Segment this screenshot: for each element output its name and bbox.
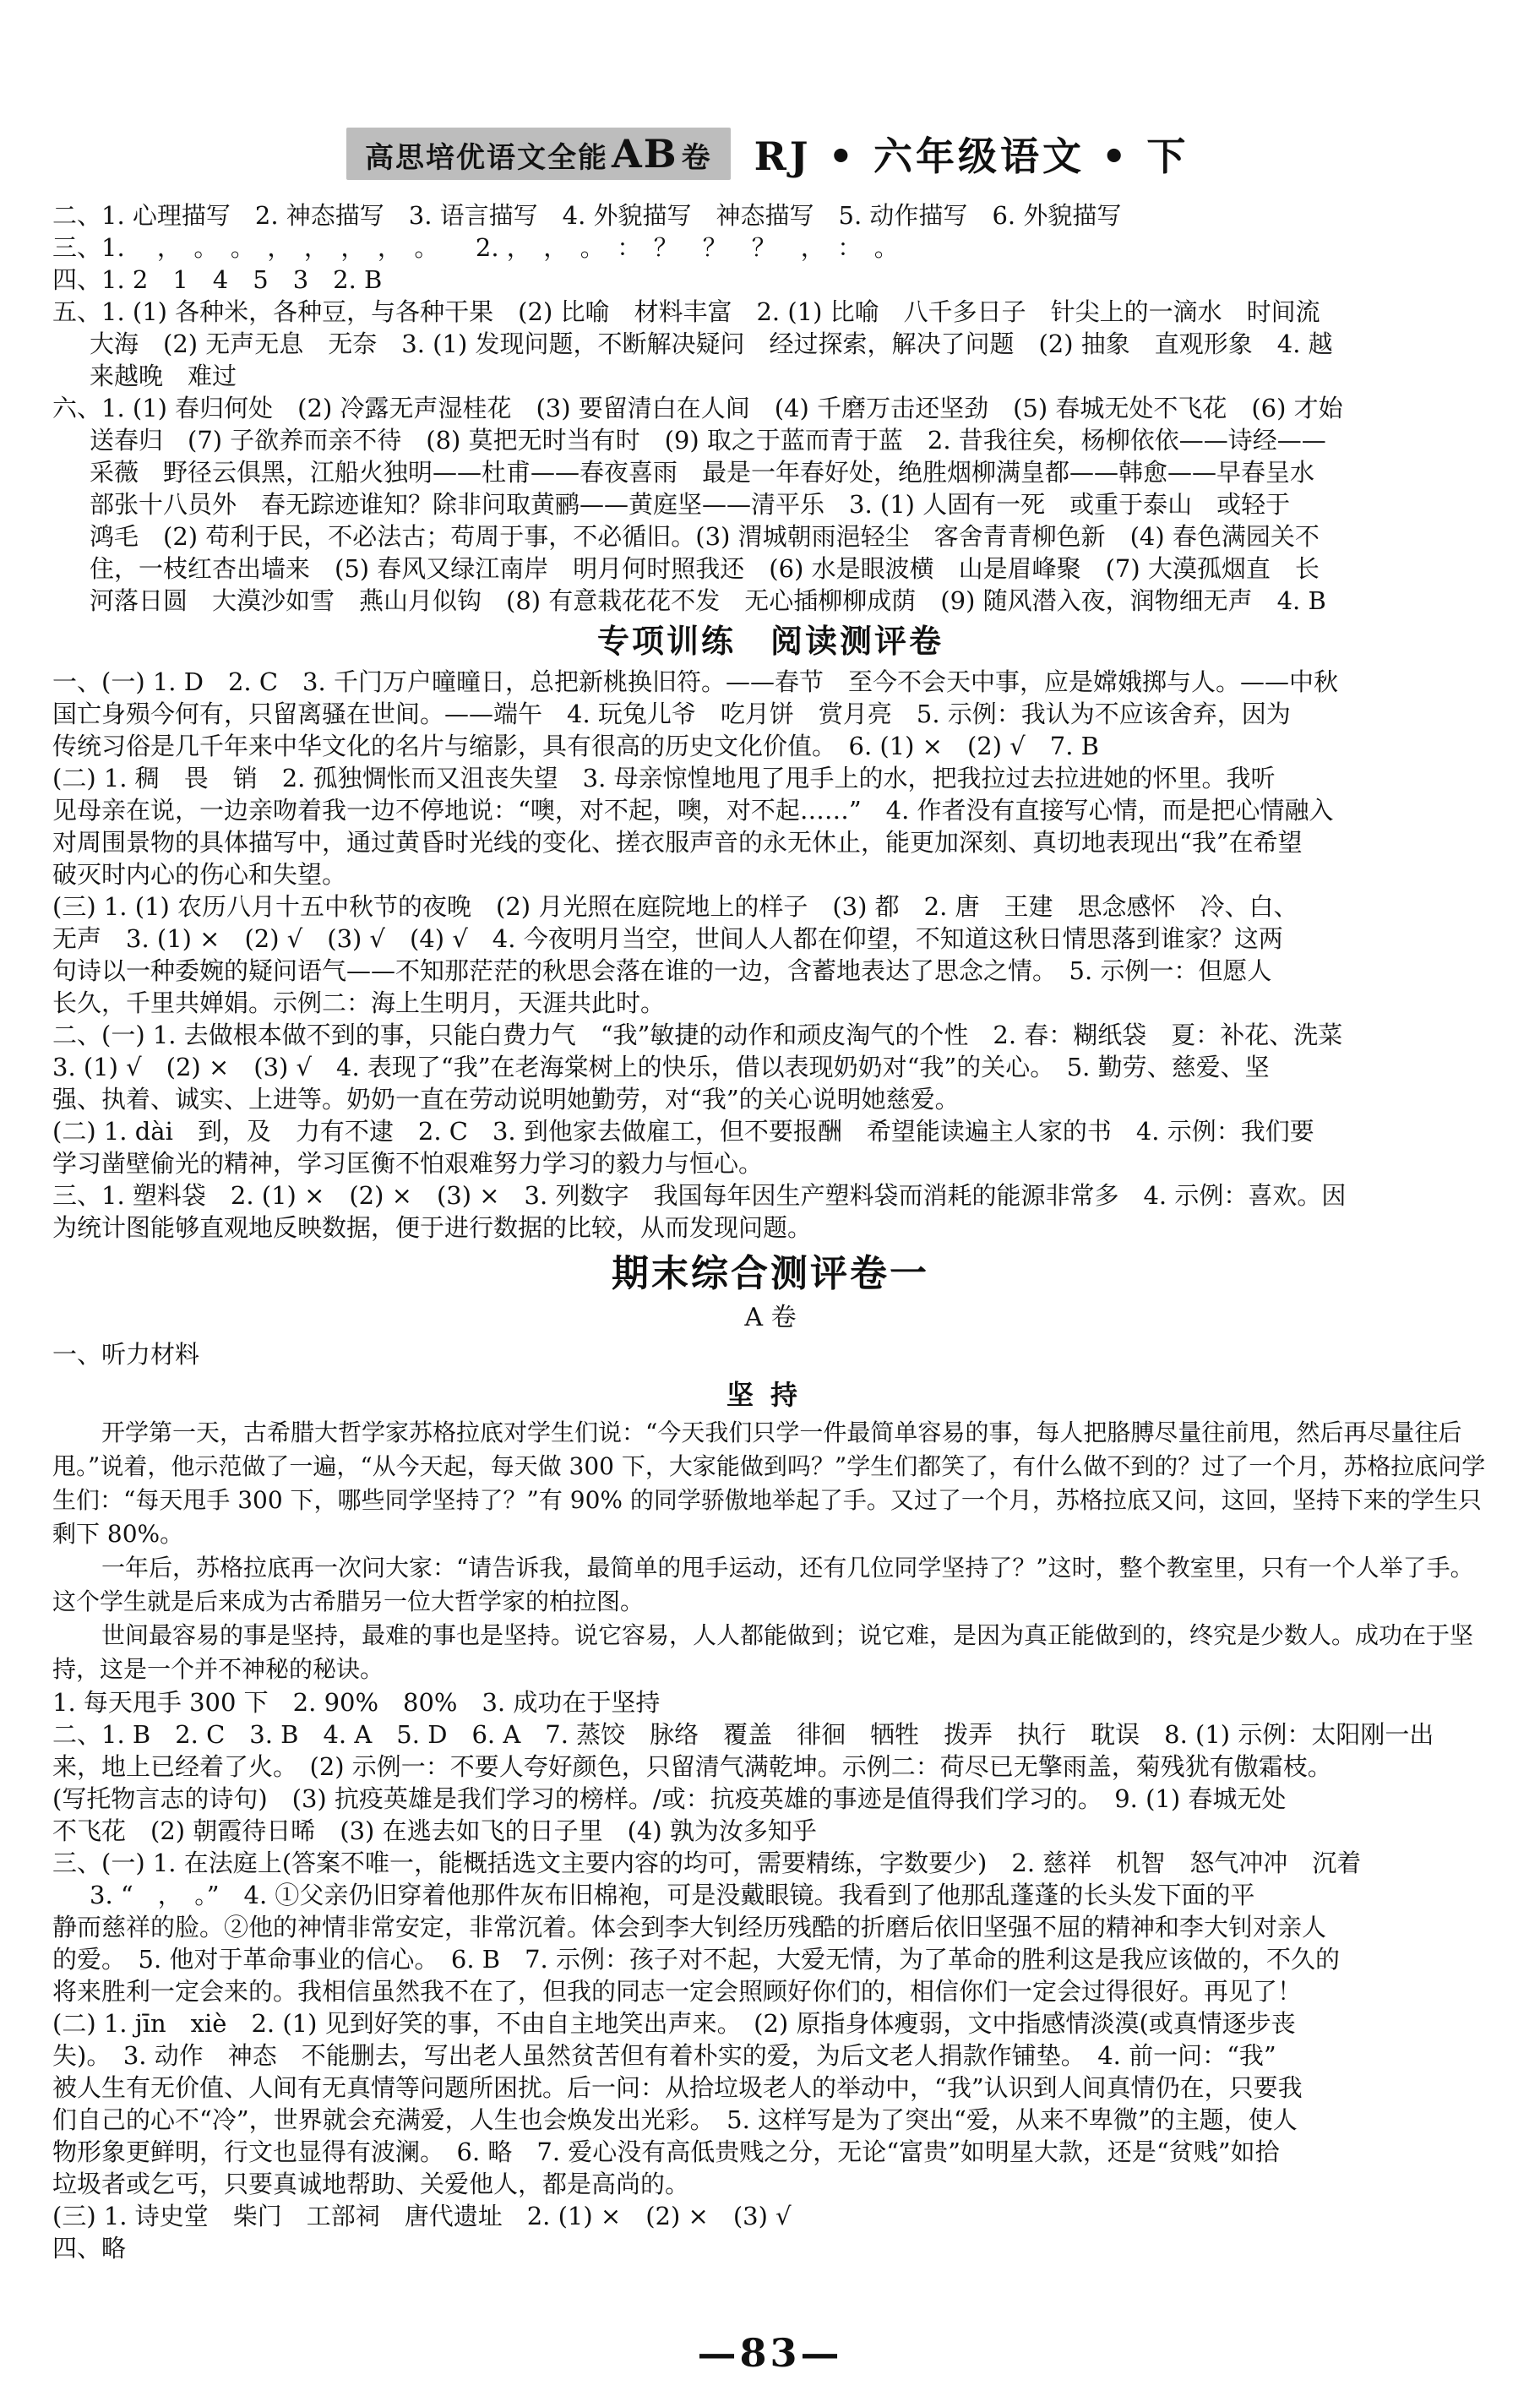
answer-line: 二、1. B 2. C 3. B 4. A 5. D 6. A 7. 蒸饺 脉络 覆盖 徘徊 牺牲 拨弄 执行 耽误 8. (1) 示例：太阳刚一出 [52,1720,1434,1749]
answer-line: 句诗以一种委婉的疑问语气——不知那茫茫的秋思会落在谁的一边，含蓄地表达了思念之情。 5. 示例一：但愿人 [52,956,1272,985]
series-suffix: 卷 [681,141,712,175]
series-ab: AB [612,131,678,177]
answer-line: 四、略 [52,2234,127,2263]
answer-line: (三) 1. 诗史堂 柴门 工部祠 唐代遗址 2. (1) × (2) × (3) √ [52,2202,792,2230]
answer-line: 1. 每天甩手 300 下 2. 90% 80% 3. 成功在于坚持 [52,1688,661,1717]
answer-line: 传统习俗是几千年来中华文化的名片与缩影，具有很高的历史文化价值。 6. (1) × (2) √ 7. B [52,732,1099,760]
answer-line: 三、(一) 1. 在法庭上(答案不唯一，能概括选文主要内容的均可，需要精练，字数要少) 2. 慈祥 机智 怒气冲冲 沉着 [52,1849,1362,1877]
story-paragraph: 世间最容易的事是坚持，最难的事也是坚持。说它容易，人人都能做到；说它难，是因为真正能做到的，终究是少数人。成功在于坚持，这是一个并不神秘的秘诀。 [52,1621,1474,1683]
answer-line: 二、1. 心理描写 2. 神态描写 3. 语言描写 4. 外貌描写 神态描写 5. 动作描写 6. 外貌描写 [52,201,1122,230]
answer-line: 四、1. 2 1 4 5 3 2. B [52,265,383,294]
answer-line: (写托物言志的诗句) (3) 抗疫英雄是我们学习的榜样。/或：抗疫英雄的事迹是值得我们学习的。 9. (1) 春城无处 [52,1784,1287,1813]
answer-line: 六、1. (1) 春归何处 (2) 冷露无声湿桂花 (3) 要留清白在人间 (4) 千磨万击还坚劲 (5) 春城无处不飞花 (6) 才始 [52,394,1343,422]
answer-line: 被人生有无价值、人间有无真情等问题所困扰。后一问：从拾垃圾老人的举动中，“我”认识到人间真情仍在，只要我 [52,2073,1303,2102]
section-subtitle: A 卷 [744,1303,797,1332]
answer-line: (二) 1. jīn xiè 2. (1) 见到好笑的事，不由自主地笑出声来。 (2) 原指身体瘦弱，文中指感情淡漠(或真情逐步丧 [52,2009,1296,2038]
answer-line: 采薇 野径云俱黑，江船火独明——杜甫——春夜喜雨 最是一年春好处，绝胜烟柳满皇都——韩愈——早春呈水 [90,458,1315,487]
answer-line: 长久，千里共婵娟。示例二：海上生明月，天涯共此时。 [52,988,666,1017]
answer-line: 送春归 (7) 子欲养而亲不待 (8) 莫把无时当有时 (9) 取之于蓝而青于蓝 2. 昔我往矣，杨柳依依——诗经—— [90,426,1326,455]
answer-line: 失)。 3. 动作 神态 不能删去，写出老人虽然贫苦但有着朴实的爱，为后文老人捐款作铺垫。 4. 前一问：“我” [52,2041,1276,2070]
answer-line: 对周围景物的具体描写中，通过黄昏时光线的变化、搓衣服声音的永无休止，能更加深刻、真切地表现出“我”在希望 [52,828,1303,857]
answer-line: 三、1. ， 。 。 ， ， ， ， 。 2. ， ， 。 ： ？ ？ ？ ， ： 。 [52,233,899,262]
page-number: —83— [697,2330,843,2376]
answer-line: 五、1. (1) 各种米，各种豆，与各种干果 (2) 比喻 材料丰富 2. (1) 比喻 八千多日子 针尖上的一滴水 时间流 [52,297,1320,326]
series-prefix: 高思培优语文全能 [365,141,608,175]
answer-line: 二、(一) 1. 去做根本做不到的事，只能白费力气 “我”敏捷的动作和顽皮淘气的个性 2. 春：糊纸袋 夏：补花、洗菜 [52,1021,1343,1049]
answer-line: 为统计图能够直观地反映数据，便于进行数据的比较，从而发现问题。 [52,1213,813,1242]
answer-line: 大海 (2) 无声无息 无奈 3. (1) 发现问题，不断解决疑问 经过探索，解决了问题 (2) 抽象 直观形象 4. 越 [90,329,1333,358]
listening-label: 一、听力材料 [52,1340,200,1369]
answer-line: 物形象更鲜明，行文也显得有波澜。 6. 略 7. 爱心没有高低贵贱之分，无论“富贵”如明星大款，还是“贫贱”如拾 [52,2137,1280,2166]
answer-line: 破灭时内心的伤心和失望。 [52,860,347,889]
answer-line: 国亡身殒今何有，只留离骚在世间。——端午 4. 玩兔儿爷 吃月饼 赏月亮 5. 示例：我认为不应该舍弃，因为 [52,700,1291,728]
answer-line: 强、执着、诚实、上进等。奶奶一直在劳动说明她勤劳，对“我”的关心说明她慈爱。 [52,1085,960,1114]
answer-content [52,199,1488,2264]
answer-line: 垃圾者或乞丐，只要真诚地帮助、关爱他人，都是高尚的。 [52,2170,690,2198]
answer-line: 见母亲在说，一边亲吻着我一边不停地说：“噢，对不起，噢，对不起……” 4. 作者没有直接写心情，而是把心情融入 [52,796,1334,825]
edition-label: RJ • 六年级语文 • 下 [754,133,1189,179]
answer-line: 无声 3. (1) × (2) √ (3) √ (4) √ 4. 今夜明月当空，世间人人都在仰望，不知道这秋日情思落到谁家？这两 [52,924,1283,953]
answer-line: 一、(一) 1. D 2. C 3. 千门万户曈曈日，总把新桃换旧符。——春节 至今不会天中事，应是嫦娥掷与人。——中秋 [52,667,1338,696]
page-header [346,127,1259,181]
answer-line: 住，一枝红杏出墙来 (5) 春风又绿江南岸 明月何时照我还 (6) 水是眼波横 山是眉峰聚 (7) 大漠孤烟直 长 [90,554,1320,583]
answer-line: 们自己的心不“冷”，世界就会充满爱，人生也会焕发出光彩。 5. 这样写是为了突出“爱，从来不卑微”的主题，使人 [52,2105,1298,2134]
answer-line: (二) 1. dài 到，及 力有不逮 2. C 3. 到他家去做雇工，但不要报酬 希望能读遍主人家的书 4. 示例：我们要 [52,1117,1314,1146]
answer-line: 鸿毛 (2) 苟利于民，不必法古；苟周于事，不必循旧。(3) 渭城朝雨浥轻尘 客舍青青柳色新 (4) 春色满园关不 [90,522,1320,551]
answer-line: 不飞花 (2) 朝霞待日晞 (3) 在逃去如飞的日子里 (4) 孰为汝多知乎 [52,1816,817,1845]
answer-line: 3. “ ， 。” 4. ①父亲仍旧穿着他那件灰布旧棉袍，可是没戴眼镜。我看到了他那乱蓬蓬的长头发下面的平 [90,1881,1255,1909]
series-title [346,128,731,180]
answer-line: 三、1. 塑料袋 2. (1) × (2) × (3) × 3. 列数字 我国每年因生产塑料袋而消耗的能源非常多 4. 示例：喜欢。因 [52,1181,1347,1210]
answer-line: (二) 1. 稠 畏 销 2. 孤独惆怅而又沮丧失望 3. 母亲惊惶地甩了甩手上的水，把我拉过去拉进她的怀里。我听 [52,764,1276,792]
story-paragraph: 开学第一天，古希腊大哲学家苏格拉底对学生们说：“今天我们只学一件最简单容易的事，每人把胳膊尽量往前甩，然后再尽量往后甩。”说着，他示范做了一遍，“从今天起，每天做 300 下，大家能做到吗？”学生们都笑了，有什么做不到的？过了一个月，苏格拉底问学生们：“每天甩手 300 下，哪些同学坚持了？”有 90% 的同学骄傲地举起了手。又过了一个月，苏格拉底又问，这回，坚持下来的学生只剩下 80%。 [52,1419,1486,1548]
section-title-final: 期末综合测评卷一 [612,1252,929,1295]
section-title-reading: 专项训练 阅读测评卷 [596,622,944,660]
answer-line: (三) 1. (1) 农历八月十五中秋节的夜晚 (2) 月光照在庭院地上的样子 (3) 都 2. 唐 王建 思念感怀 冷、白、 [52,892,1298,921]
story-paragraph: 一年后，苏格拉底再一次问大家：“请告诉我，最简单的甩手运动，还有几位同学坚持了？”这时，整个教室里，只有一个人举了手。这个学生就是后来成为古希腊另一位大哲学家的柏拉图。 [52,1554,1474,1615]
answer-line: 的爱。 5. 他对于革命事业的信心。 6. B 7. 示例：孩子对不起，大爱无情，为了革命的胜利这是我应该做的，不久的 [52,1945,1340,1974]
answer-line: 河落日圆 大漠沙如雪 燕山月似钩 (8) 有意栽花花不发 无心插柳柳成荫 (9) 随风潜入夜，润物细无声 4. B [90,586,1326,615]
answer-line: 来越晚 难过 [90,362,237,390]
answer-line: 部张十八员外 春无踪迹谁知？除非问取黄鹂——黄庭坚——清平乐 3. (1) 人固有一死 或重于泰山 或轻于 [90,490,1291,519]
story-text [52,1416,1488,1686]
story-title: 坚持 [726,1379,814,1411]
answer-line: 学习凿壁偷光的精神，学习匡衡不怕艰难努力学习的毅力与恒心。 [52,1149,764,1178]
answer-line: 将来胜利一定会来的。我相信虽然我不在了，但我的同志一定会照顾好你们的，相信你们一定会过得很好。再见了！ [52,1977,1303,2006]
answer-line: 3. (1) √ (2) × (3) √ 4. 表现了“我”在老海棠树上的快乐，借以表现奶奶对“我”的关心。 5. 勤劳、慈爱、坚 [52,1053,1270,1081]
answer-line: 静而慈祥的脸。②他的神情非常安定，非常沉着。体会到李大钊经历残酷的折磨后依旧坚强不屈的精神和李大钊对亲人 [52,1913,1327,1941]
answer-line: 来，地上已经着了火。 (2) 示例一：不要人夸好颜色，只留清气满乾坤。示例二：荷尽已无擎雨盖，菊残犹有傲霜枝。 [52,1752,1332,1781]
